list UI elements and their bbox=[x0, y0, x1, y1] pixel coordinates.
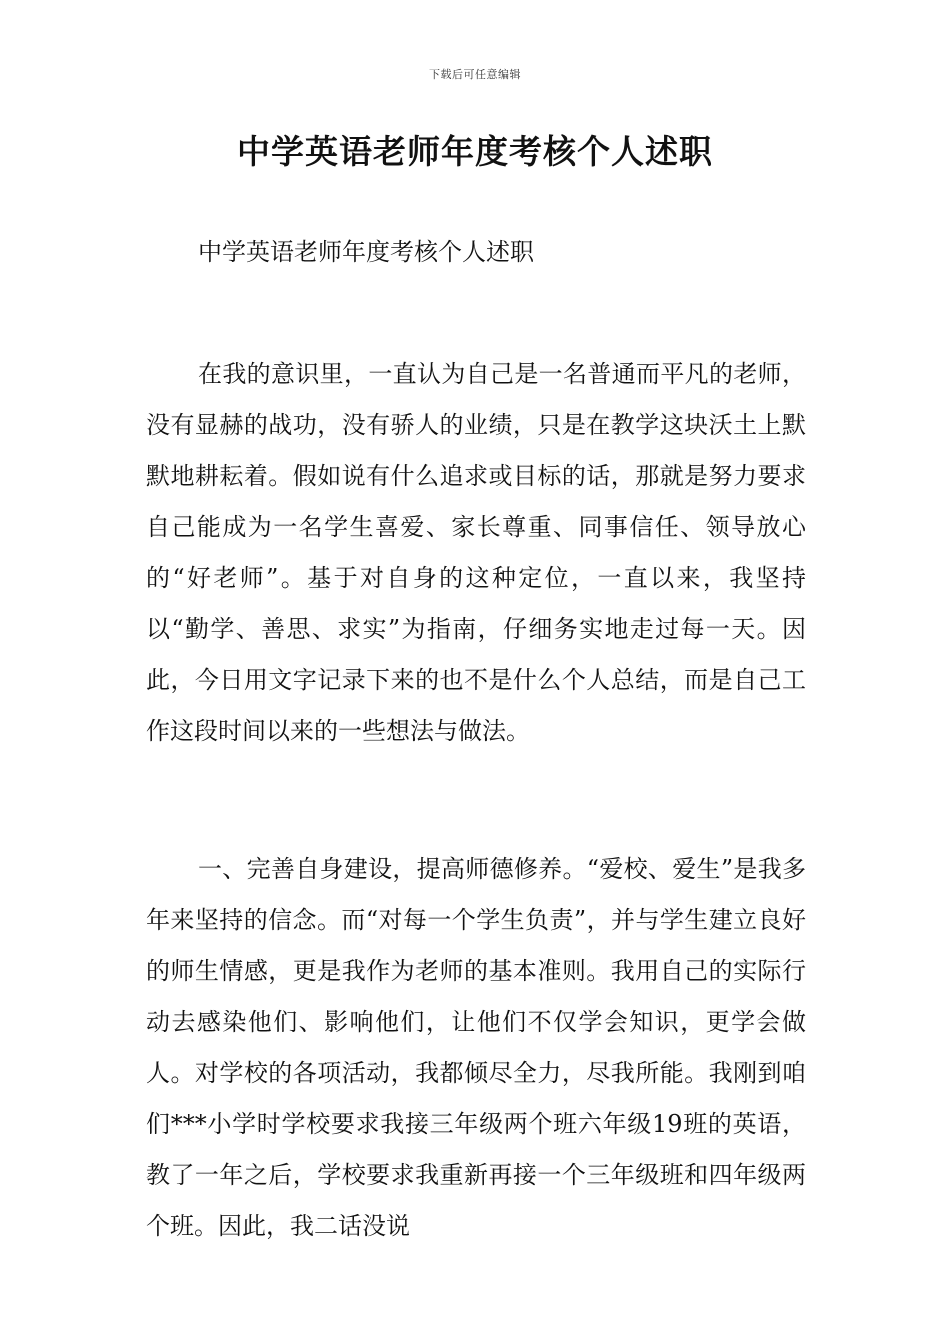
body-paragraph-section-one: 一、完善自身建设，提高师德修养。“爱校、爱生”是我多年来坚持的信念。而“对每一个学生负责”，并与学生建立良好的师生情感，更是我作为老师的基本准则。我用自己的实际行动去感染他们、影响他们，让他们不仅学会知识，更学会做人。对学校的各项活动，我都倾尽全力，尽我所能。我刚到咱们***小学时学校要求我接三年级两个班六年级19班的英语，教了一年之后，学校要求我重新再接一个三年级班和四年级两个班。因此，我二话没说 bbox=[146, 855, 806, 1240]
body-paragraph-intro: 在我的意识里，一直认为自己是一名普通而平凡的老师，没有显赫的战功，没有骄人的业绩，只是在教学这块沃土上默默地耕耘着。假如说有什么追求或目标的话，那就是努力要求自己能成为一名学生喜爱、家长尊重、同事信任、领导放心的“好老师”。基于对自身的这种定位，一直以来，我坚持以“勤学、善思、求实”为指南，仔细务实地走过每一天。因此，今日用文字记录下来的也不是什么个人总结，而是自己工作这段时间以来的一些想法与做法。 bbox=[146, 360, 806, 745]
document-title: 中学英语老师年度考核个人述职 bbox=[237, 132, 713, 171]
document-subtitle: 中学英语老师年度考核个人述职 bbox=[198, 238, 534, 266]
header-note: 下载后可任意编辑 bbox=[429, 68, 521, 81]
